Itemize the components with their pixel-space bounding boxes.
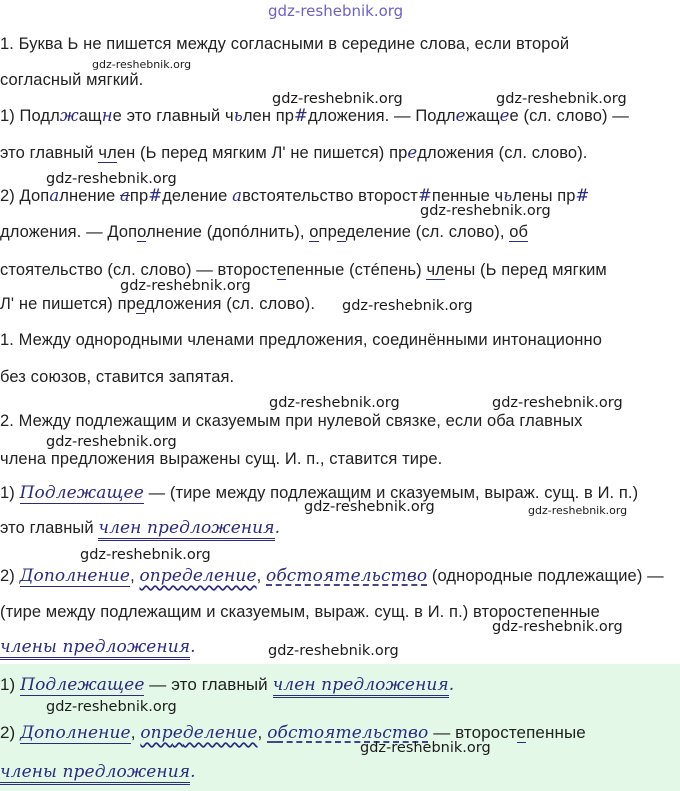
rule-3-line-1: 2. Между подлежащим и сказуемым при нулевой связке, если оба главных bbox=[0, 412, 583, 430]
watermark: gdz-reshebnik.org bbox=[46, 434, 177, 450]
example-2-line-1: 2) Допалнение апр#деление австоятельство второст#пенные чьлены пр# bbox=[0, 186, 590, 205]
rule-2-line-2: без союзов, ставится запятая. bbox=[0, 368, 235, 386]
example-1-line-2: это главный член (Ь перед мягким Л' не пишется) предложения (сл. слово). bbox=[0, 143, 588, 162]
watermark: gdz-reshebnik.org bbox=[492, 395, 623, 411]
example-2-line-4: Л' не пишется) предложения (сл. слово). bbox=[0, 295, 316, 313]
example-3-line-1: 1) Подлежащее — (тире между подлежащим и сказуемым, выраж. сущ. в И. п.) bbox=[0, 483, 639, 503]
watermark: gdz-reshebnik.org bbox=[46, 699, 177, 715]
rule-1-line-2: согласный мягкий. bbox=[0, 71, 144, 89]
watermark: gdz-reshebnik.org bbox=[342, 298, 473, 314]
watermark: gdz-reshebnik.org bbox=[92, 58, 192, 71]
watermark: gdz-reshebnik.org bbox=[268, 643, 399, 659]
watermark: gdz-reshebnik.org bbox=[268, 2, 404, 20]
example-4-line-1: 2) Дополнение, определение, обстоятельство (однородные подлежащие) — bbox=[0, 566, 664, 586]
example-2-line-3: стоятельство (сл. слово) — второстепенные (стéпень) члены (Ь перед мягким bbox=[0, 261, 607, 279]
example-1-line-1: 1) Подлжащне это главный чьлен пр#дложения. — Подлежащее (сл. слово) — bbox=[0, 106, 629, 125]
watermark: gdz-reshebnik.org bbox=[492, 619, 623, 635]
rule-3-line-2: члена предложения выражены сущ. И. п., ставится тире. bbox=[0, 450, 443, 468]
rule-1-line-1: 1. Буква Ь не пишется между согласными в середине слова, если второй bbox=[0, 35, 570, 53]
rule-2-line-1: 1. Между однородными членами предложения, соединёнными интонационно bbox=[0, 331, 602, 349]
watermark: gdz-reshebnik.org bbox=[120, 278, 251, 294]
watermark: gdz-reshebnik.org bbox=[269, 395, 400, 411]
final-answer-line-3: члены предложения. bbox=[0, 762, 196, 782]
watermark: gdz-reshebnik.org bbox=[304, 499, 435, 515]
watermark: gdz-reshebnik.org bbox=[420, 203, 551, 219]
example-2-line-2: дложения. — Дополнение (допóлнить), определение (сл. слово), об bbox=[0, 223, 529, 241]
final-answer-line-2: 2) Дополнение, определение, обстоятельство — второстепенные bbox=[0, 723, 586, 743]
watermark: gdz-reshebnik.org bbox=[528, 504, 628, 517]
watermark: gdz-reshebnik.org bbox=[360, 740, 491, 756]
watermark: gdz-reshebnik.org bbox=[496, 91, 627, 107]
watermark: gdz-reshebnik.org bbox=[80, 547, 211, 563]
example-4-line-2: (тире между подлежащим и сказуемым, выраж. сущ. в И. п.) второстепенные bbox=[0, 603, 600, 621]
watermark: gdz-reshebnik.org bbox=[272, 91, 403, 107]
watermark: gdz-reshebnik.org bbox=[46, 171, 177, 187]
example-3-line-2: это главный член предложения. bbox=[0, 518, 280, 538]
example-4-line-3: члены предложения. bbox=[0, 637, 196, 657]
final-answer-line-1: 1) Подлежащее — это главный член предложения. bbox=[0, 675, 454, 695]
